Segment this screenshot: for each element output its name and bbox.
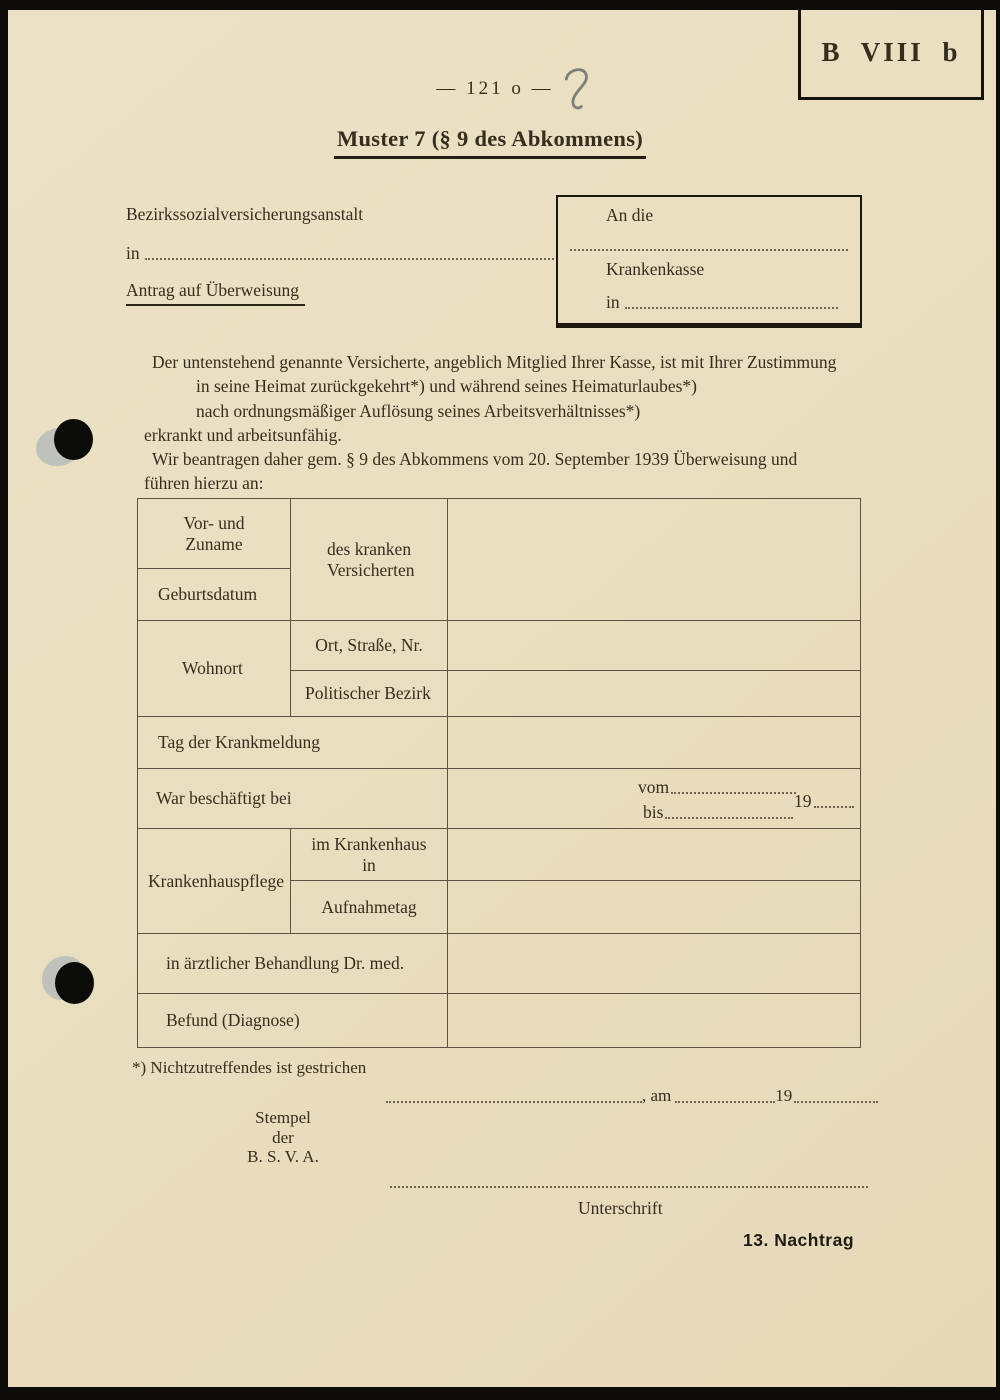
cell-doctor-label: in ärztlicher Behandlung Dr. med. xyxy=(138,934,448,994)
recipient-name-blank xyxy=(570,249,848,251)
cell-admission-value xyxy=(448,881,860,934)
cell-birthdate-label: Geburtsdatum xyxy=(138,569,291,621)
cell-sick-report-value xyxy=(448,717,860,769)
cell-sick-report-label: Tag der Krankmeldung xyxy=(138,717,448,769)
stamp-note-line-2: der xyxy=(272,1127,294,1147)
cell-doctor-value xyxy=(448,934,860,994)
stamp-note-line-3: B. S. V. A. xyxy=(247,1147,319,1166)
recipient-to-label: An die xyxy=(606,205,654,225)
cell-admission-label: Aufnahmetag xyxy=(291,881,448,934)
body-line-5: Wir beantragen daher gem. § 9 des Abkommens vom 20. September 1939 Überweisung und xyxy=(152,449,798,469)
footnote: *) Nichtzutreffendes ist gestrichen xyxy=(132,1058,367,1077)
hole-punch-bottom xyxy=(55,962,94,1004)
scan-edge-left xyxy=(0,0,8,1400)
cell-hospital-care-label: Krankenhauspflege xyxy=(138,829,291,934)
page-number: — 121 o — xyxy=(436,78,554,99)
am-label: , am xyxy=(642,1086,672,1105)
cell-district-value xyxy=(448,671,860,717)
body-line-4: erkrankt und arbeitsunfähig. xyxy=(144,425,342,445)
body-line-1: Der untenstehend genannte Versicherte, angeblich Mitglied Ihrer Kasse, ist mit Ihrer Zustimmung xyxy=(152,352,837,372)
cell-employed-label: War beschäftigt bei xyxy=(138,769,448,829)
cell-employed-dates xyxy=(448,769,860,829)
cell-diagnosis-label: Befund (Diagnose) xyxy=(138,994,448,1047)
employed-from-blank xyxy=(671,792,796,794)
signature-label: Unterschrift xyxy=(578,1198,663,1218)
sender-location-line xyxy=(126,240,554,264)
stamp-note xyxy=(228,1108,338,1167)
recipient-org-label: Krankenkasse xyxy=(606,259,705,279)
cell-diagnosis-value xyxy=(448,994,860,1047)
cell-district-label: Politischer Bezirk xyxy=(291,671,448,717)
date-blank xyxy=(675,1101,775,1103)
form-table xyxy=(137,498,861,1048)
stamp-note-line-1: Stempel xyxy=(255,1108,311,1127)
cell-name-label: Vor- und Zuname xyxy=(138,499,291,569)
scan-edge-right xyxy=(996,0,1000,1400)
sender-in-label: in xyxy=(126,243,140,263)
handwritten-mark-icon xyxy=(558,64,598,114)
cell-name-value xyxy=(448,499,860,621)
recipient-location-blank xyxy=(625,307,838,309)
form-subject: Antrag auf Überweisung xyxy=(126,280,305,306)
classification-box xyxy=(798,4,984,100)
recipient-address-box xyxy=(556,195,862,328)
supplement-note: 13. Nachtrag xyxy=(743,1230,855,1250)
place-date-line xyxy=(386,1082,878,1106)
cell-residence-label: Wohnort xyxy=(138,621,291,717)
place-blank xyxy=(386,1101,642,1103)
employed-from-line: vom xyxy=(638,774,796,798)
employed-until-blank xyxy=(665,817,793,819)
cell-insured-label: des kranken Versicherten xyxy=(291,499,448,621)
sender-location-blank xyxy=(145,258,554,260)
cell-street-label: Ort, Straße, Nr. xyxy=(291,621,448,671)
body-line-6: führen hierzu an: xyxy=(144,473,264,493)
year-blank xyxy=(794,1101,878,1103)
form-title: Muster 7 (§ 9 des Abkommens) xyxy=(290,126,690,159)
signature-blank xyxy=(390,1168,868,1188)
cell-hospital-in-value xyxy=(448,829,860,881)
sender-name: Bezirkssozialversicherungsanstalt xyxy=(126,204,364,224)
recipient-location-line xyxy=(606,289,838,313)
employed-until-line: bis xyxy=(643,799,793,823)
hole-punch-top xyxy=(54,419,93,460)
cell-street-value xyxy=(448,621,860,671)
body-line-3: nach ordnungsmäßiger Auflösung seines Arbeitsverhältnisses*) xyxy=(196,401,641,421)
year-prefix: 19 xyxy=(775,1086,793,1105)
body-line-2: in seine Heimat zurückgekehrt*) und während seines Heimaturlaubes*) xyxy=(196,376,698,396)
cell-hospital-in-label: im Krankenhaus in xyxy=(291,829,448,881)
employed-year-line: 19 xyxy=(794,788,854,812)
employed-year-blank xyxy=(814,806,855,808)
scan-edge-top xyxy=(0,0,1000,10)
scan-edge-bottom xyxy=(0,1387,1000,1400)
classification-code: B VIII b xyxy=(821,36,961,67)
recipient-in-label: in xyxy=(606,292,620,312)
